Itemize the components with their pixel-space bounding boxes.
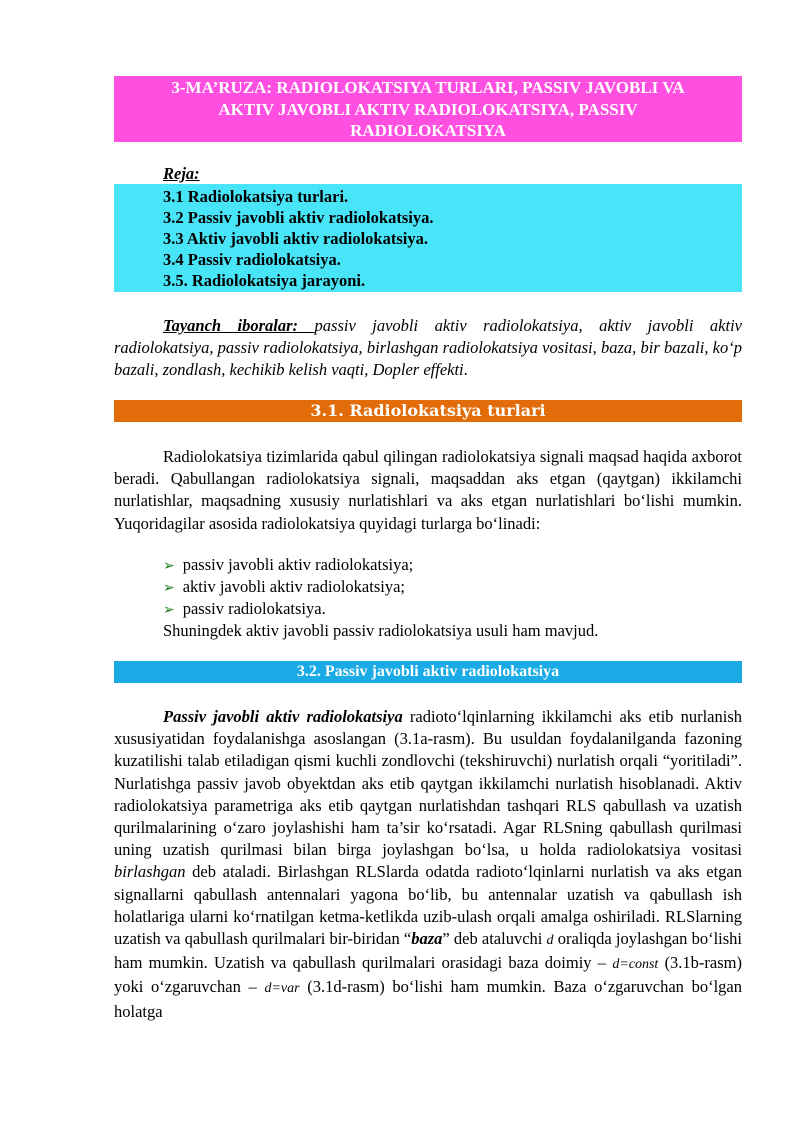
list-item <box>163 554 413 577</box>
keywords-text: passiv javobli aktiv radiolokatsiya, aktiv javobli aktiv radiolokatsiya, passiv radiolokatsiya, birlashgan radiolokatsiya vositasi, baza, bir bazali, ko‘p bazali, zondlash, kechikib kelish vaqti, Dopler effekti <box>114 316 742 380</box>
paragraph-text: ” deb ataluvchi <box>442 929 547 949</box>
keywords-paragraph <box>114 315 742 382</box>
section-2-paragraph <box>114 706 742 1023</box>
paragraph-text: deb ataladi. Birlashgan RLSlarda odatda radioto‘lqinlarni nurlatish va aks etgan signallarni qabullash antennalari yagona bo‘lib, bu antennalar uzatish va qabullash ish holatlariga ularni ko‘rnatilgan ketma-ketlikda uzib-ulash orqali amalga oshiriladi. RLSlarning uzatish va qabullash qurilmalari bir-biridan “ <box>114 862 742 949</box>
plan-item: 3.1 Radiolokatsiya turlari. <box>163 187 349 206</box>
section-2-heading: 3.2. Passiv javobli aktiv radiolokatsiya <box>114 661 742 683</box>
keywords-label: Tayanch iboralar: <box>163 316 315 335</box>
paragraph-text: oraliqda joylashgan bo‘lishi ham mumkin. Uzatish va qabullash qurilmalari orasidagi baza doimiy – <box>114 929 742 973</box>
section-2-lead-term: Passiv javobli aktiv radiolokatsiya <box>163 707 403 726</box>
plan-item: 3.3 Aktiv javobli aktiv radiolokatsiya. <box>163 229 428 248</box>
list-item <box>163 576 405 599</box>
paragraph-text: radioto‘lqinlarning ikkilamchi aks etib nurlanish xususiyatidan foydalanishga asoslangan (3.1a-rasm). Bu usuldan foydalanilganda fazoning kuzatilishi talab etiladigan qismi kuchli zondlovchi (tekshiruvchi) nurlatish orqali “yoritiladi”. Nurlatishga passiv javob obyektdan aks etib qaytgan ikkilamchi nurlatish hisoblanadi. Aktiv radiolokatsiya parametriga aks etib qaytgan nurlatishdan tashqari RLS qabullash va uzatish qurilmalarining o‘zaro joylashishi ham ta’sir ko‘rsatadi. Agar RLSning qabullash qurilmasi uning uzatish qurilmasi bilan birga joylashgan bo‘lsa, u holda radiolokatsiya vositasi <box>114 707 742 860</box>
list-item-text: passiv javobli aktiv radiolokatsiya; <box>182 555 414 574</box>
list-item-text: passiv radiolokatsiya. <box>182 599 326 618</box>
plan-item: 3.5. Radiolokatsiya jarayoni. <box>163 271 366 290</box>
arrow-bullet-icon: ➢ <box>163 558 175 574</box>
lecture-title <box>114 76 742 142</box>
term-baza: baza <box>411 929 443 949</box>
keywords-end: . <box>463 360 468 380</box>
arrow-bullet-icon: ➢ <box>163 580 175 596</box>
list-item-text: aktiv javobli aktiv radiolokatsiya; <box>182 577 405 596</box>
list-item <box>163 598 326 621</box>
paragraph-text: (3.1b-rasm) yoki o‘zgaruvchan – <box>114 953 742 997</box>
plan-item: 3.4 Passiv radiolokatsiya. <box>163 250 341 269</box>
title-line-3: RADIOLOKATSIYA <box>350 121 506 140</box>
term-birlashgan: birlashgan <box>114 862 186 882</box>
plan-label: Reja: <box>163 164 200 183</box>
section-1-paragraph: Radiolokatsiya tizimlarida qabul qilingan radiolokatsiya signali maqsad haqida axborot beradi. Qabullangan radiolokatsiya signali, maqsaddan aks etgan (qaytgan) ikkilamchi nurlatishlar, maqsadning xususiy nurlatishlari va aks etgan nurlatishlari bo‘lishi mumkin. Yuqoridagilar asosida radiolokatsiya quyidagi turlarga bo‘linadi: <box>114 447 742 533</box>
title-line-1: 3-MA’RUZA: RADIOLOKATSIYA TURLARI, PASSIV JAVOBLI VA <box>171 78 685 97</box>
math-d: d <box>546 933 554 949</box>
section-1-note: Shuningdek aktiv javobli passiv radiolokatsiya usuli ham mavjud. <box>163 621 599 640</box>
math-d-const: d=const <box>612 957 659 973</box>
math-d-var: d=var <box>264 981 300 997</box>
section-1-heading: 3.1. Radiolokatsiya turlari <box>114 400 742 422</box>
arrow-bullet-icon: ➢ <box>163 602 175 618</box>
paragraph-text: (3.1d-rasm) bo‘lishi ham mumkin. Baza o‘zgaruvchan bo‘lgan holatga <box>114 977 742 1021</box>
plan-item: 3.2 Passiv javobli aktiv radiolokatsiya. <box>163 208 434 227</box>
title-line-2: AKTIV JAVOBLI AKTIV RADIOLOKATSIYA, PASSIV <box>218 99 638 119</box>
